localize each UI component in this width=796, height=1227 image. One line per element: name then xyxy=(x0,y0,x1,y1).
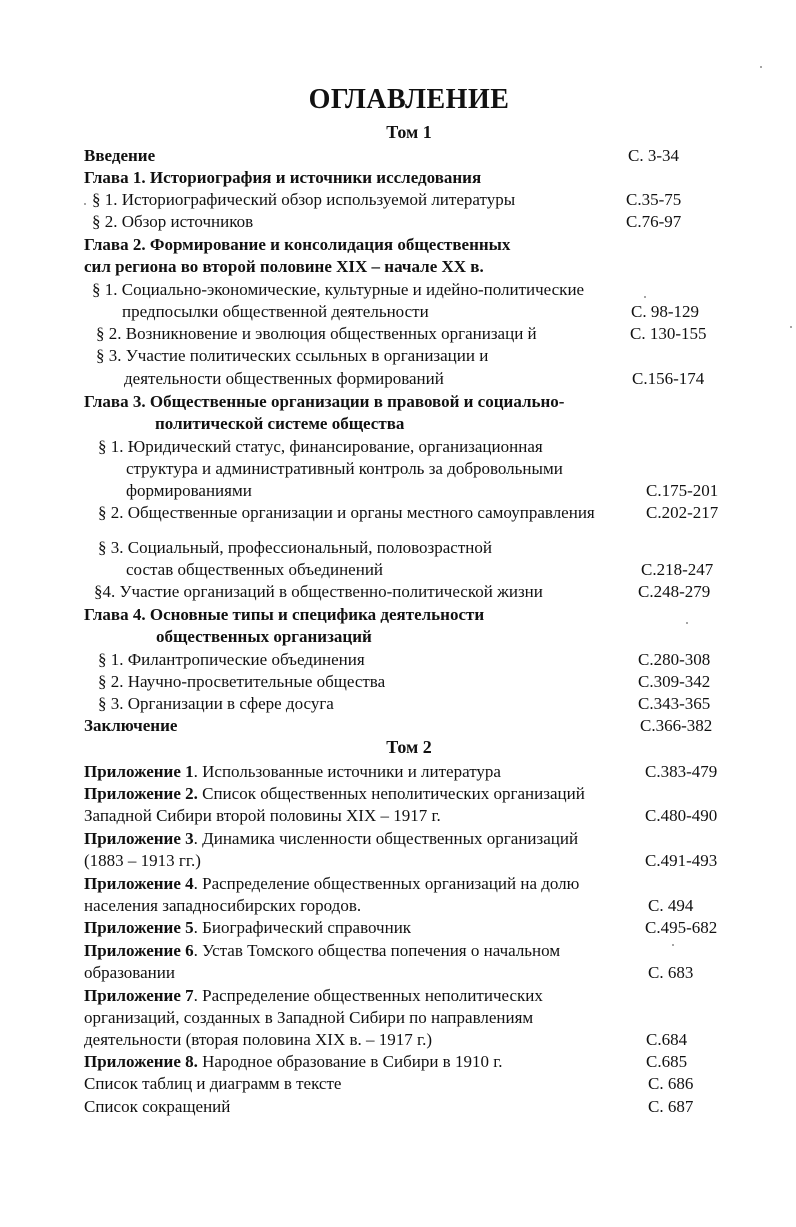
toc-appendix-7 xyxy=(84,985,543,1007)
toc-appendix-4 xyxy=(84,873,579,895)
appendix-2-label: Приложение 2. xyxy=(84,784,198,803)
toc-appendix-3 xyxy=(84,828,578,850)
toc-abbreviations-label: Список сокращений xyxy=(84,1097,231,1116)
toc-appendix-2-line2: Западной Сибири второй половины XIX – 1917 г. xyxy=(84,806,441,825)
volume-1-heading: Том 1 xyxy=(386,122,432,142)
appendix-4-label: Приложение 4 xyxy=(84,874,194,893)
appendix-3-label: Приложение 3 xyxy=(84,829,194,848)
scan-speck xyxy=(84,203,86,205)
toc-appendix-6-pages: С. 683 xyxy=(648,963,694,982)
toc-tables-list-label: Список таблиц и диаграмм в тексте xyxy=(84,1074,342,1093)
toc-appendix-4-line2: населения западносибирских городов. xyxy=(84,896,362,915)
toc-ch4-s3-pages: С.343-365 xyxy=(638,694,711,713)
toc-appendix-7-line2: организаций, созданных в Западной Сибири по направлениям xyxy=(84,1008,534,1027)
toc-ch3-s1-line1: § 1. Юридический статус, финансирование, организационная xyxy=(98,437,543,456)
toc-ch4-s2-label: § 2. Научно-просветительные общества xyxy=(98,672,386,691)
appendix-5-label: Приложение 5 xyxy=(84,918,194,937)
toc-intro-label: Введение xyxy=(84,146,156,165)
toc-ch1-s1-pages: С.35-75 xyxy=(626,190,682,209)
toc-appendix-6 xyxy=(84,940,560,962)
appendix-7-label: Приложение 7 xyxy=(84,986,194,1005)
toc-chapter-3-title-line1: Глава 3. Общественные организации в правовой и социально- xyxy=(84,392,565,411)
toc-ch2-s3-pages: С.156-174 xyxy=(632,369,705,388)
toc-ch3-s1-line3: формированиями xyxy=(126,481,252,500)
toc-ch2-s2-pages: С. 130-155 xyxy=(630,324,707,343)
appendix-2-text: Список общественных неполитических организаций xyxy=(197,784,585,803)
toc-appendix-2-pages: С.480-490 xyxy=(645,806,718,825)
toc-chapter-4-title-line2: общественных организаций xyxy=(156,627,372,646)
toc-ch2-s1-pages: С. 98-129 xyxy=(631,302,699,321)
toc-ch2-s3-line1: § 3. Участие политических ссыльных в организации и xyxy=(96,346,489,365)
toc-chapter-4-title-line1: Глава 4. Основные типы и специфика деятельности xyxy=(84,605,485,624)
toc-ch3-s3-pages: С.218-247 xyxy=(641,560,714,579)
toc-conclusion-label: Заключение xyxy=(84,716,178,735)
toc-appendix-1 xyxy=(84,761,501,783)
toc-ch2-s1-line2: предпосылки общественной деятельности xyxy=(122,302,429,321)
toc-ch3-s1-line2: структура и административный контроль за добровольными xyxy=(126,459,563,478)
toc-appendix-4-pages: С. 494 xyxy=(648,896,694,915)
toc-intro-pages: С. 3-34 xyxy=(628,146,679,165)
toc-ch4-s3-label: § 3. Организации в сфере досуга xyxy=(98,694,334,713)
toc-chapter-2-title-line2: сил региона во второй половине XIX – начале XX в. xyxy=(84,257,484,276)
toc-chapter-1-title: Глава 1. Историография и источники исследования xyxy=(84,168,482,187)
page-title: ОГЛАВЛЕНИЕ xyxy=(308,84,510,115)
appendix-8-text: Народное образование в Сибири в 1910 г. xyxy=(197,1052,503,1071)
toc-ch2-s2-label: § 2. Возникновение и эволюция общественных организаци й xyxy=(96,324,537,343)
toc-appendix-6-line2: образовании xyxy=(84,963,175,982)
toc-appendix-2 xyxy=(84,783,585,805)
toc-appendix-8 xyxy=(84,1051,503,1073)
scan-speck xyxy=(760,66,762,68)
toc-appendix-3-line2: (1883 – 1913 гг.) xyxy=(84,851,201,870)
scan-speck xyxy=(790,326,792,328)
scan-speck xyxy=(686,622,688,624)
volume-2-heading: Том 2 xyxy=(386,737,432,757)
appendix-7-text: . Распределение общественных неполитических xyxy=(193,986,543,1005)
toc-ch3-s4-label: §4. Участие организаций в общественно-политической жизни xyxy=(94,582,543,601)
toc-tables-list-pages: С. 686 xyxy=(648,1074,694,1093)
appendix-6-label: Приложение 6 xyxy=(84,941,194,960)
toc-chapter-2-title-line1: Глава 2. Формирование и консолидация общественных xyxy=(84,235,511,254)
appendix-4-text: . Распределение общественных организаций на долю xyxy=(193,874,580,893)
scan-speck xyxy=(672,944,674,946)
toc-ch2-s3-line2: деятельности общественных формирований xyxy=(124,369,444,388)
toc-conclusion-pages: С.366-382 xyxy=(640,716,713,735)
toc-chapter-3-title-line2: политической системе общества xyxy=(155,414,405,433)
appendix-1-text: . Использованные источники и литература xyxy=(193,762,501,781)
scan-speck xyxy=(644,296,646,298)
appendix-6-text: . Устав Томского общества попечения о начальном xyxy=(193,941,561,960)
toc-ch1-s2-label: § 2. Обзор источников xyxy=(92,212,254,231)
appendix-8-label: Приложение 8. xyxy=(84,1052,198,1071)
toc-ch4-s2-pages: С.309-342 xyxy=(638,672,711,691)
toc-ch1-s1-label: § 1. Историографический обзор используемой литературы xyxy=(92,190,516,209)
toc-ch4-s1-label: § 1. Филантропические объединения xyxy=(98,650,365,669)
toc-ch3-s1-pages: С.175-201 xyxy=(646,481,719,500)
toc-ch3-s3-line2: состав общественных объединений xyxy=(126,560,384,579)
toc-appendix-5-pages: С.495-682 xyxy=(645,918,718,937)
toc-appendix-7-line3: деятельности (вторая половина XIX в. – 1917 г.) xyxy=(84,1030,432,1049)
toc-appendix-3-pages: С.491-493 xyxy=(645,851,718,870)
toc-appendix-7-pages: С.684 xyxy=(646,1030,688,1049)
appendix-1-label: Приложение 1 xyxy=(84,762,194,781)
toc-appendix-1-pages: С.383-479 xyxy=(645,762,718,781)
toc-ch3-s4-pages: С.248-279 xyxy=(638,582,711,601)
appendix-3-text: . Динамика численности общественных организаций xyxy=(193,829,579,848)
toc-ch4-s1-pages: С.280-308 xyxy=(638,650,711,669)
toc-appendix-5 xyxy=(84,917,411,939)
appendix-5-text: . Биографический справочник xyxy=(193,918,412,937)
toc-abbreviations-pages: С. 687 xyxy=(648,1097,694,1116)
toc-ch3-s2-label: § 2. Общественные организации и органы местного самоуправления xyxy=(98,503,595,522)
toc-ch3-s2-pages: С.202-217 xyxy=(646,503,719,522)
toc-ch3-s3-line1: § 3. Социальный, профессиональный, половозрастной xyxy=(98,538,492,557)
toc-ch2-s1-line1: § 1. Социально-экономические, культурные и идейно-политические xyxy=(92,280,585,299)
toc-appendix-8-pages: С.685 xyxy=(646,1052,688,1071)
toc-ch1-s2-pages: С.76-97 xyxy=(626,212,682,231)
